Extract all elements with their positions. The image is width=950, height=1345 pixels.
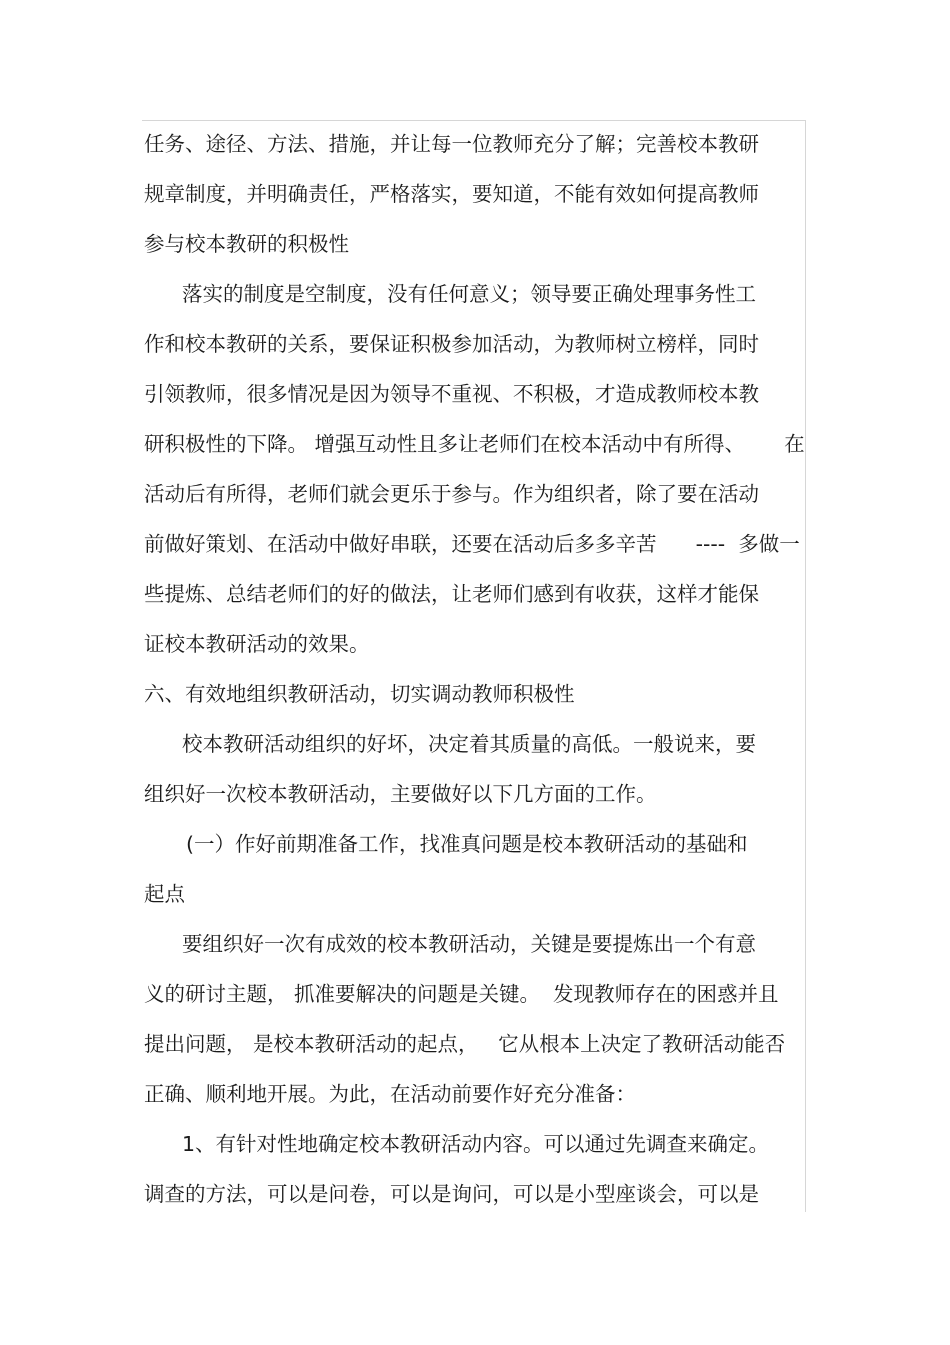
section-heading: 六、有效地组织教研活动，切实调动教师积极性	[144, 682, 575, 706]
paragraph-line: 组织好一次校本教研活动，主要做好以下几方面的工作。	[144, 782, 657, 806]
paragraph-line: 提出问题， 是校本教研活动的起点， 它从根本上决定了教研活动能否	[144, 1032, 786, 1056]
paragraph-line: 活动后有所得，老师们就会更乐于参与。作为组织者，除了要在活动	[144, 482, 759, 506]
paragraph-line: 正确、顺利地开展。为此，在活动前要作好充分准备：	[144, 1082, 636, 1106]
paragraph-line: 落实的制度是空制度，没有任何意义；领导要正确处理事务性工	[182, 282, 756, 306]
paragraph-line: 校本教研活动组织的好坏，决定着其质量的高低。一般说来，要	[182, 732, 756, 756]
paragraph-line: 1、有针对性地确定校本教研活动内容。可以通过先调查来确定。	[182, 1132, 770, 1156]
subsection-heading: (一）作好前期准备工作，找准真问题是校本教研活动的基础和	[186, 832, 748, 856]
paragraph-line: 调查的方法，可以是问卷，可以是询问，可以是小型座谈会，可以是	[144, 1182, 759, 1206]
paragraph-line: 作和校本教研的关系，要保证积极参加活动，为教师树立榜样，同时	[144, 332, 759, 356]
paragraph-line: 前做好策划、在活动中做好串联，还要在活动后多多辛苦 ---- 多做一	[144, 532, 800, 556]
paragraph-line: 要组织好一次有成效的校本教研活动，关键是要提炼出一个有意	[182, 932, 756, 956]
paragraph-line: 任务、途径、方法、措施，并让每一位教师充分了解；完善校本教研	[144, 132, 759, 156]
paragraph-line: 参与校本教研的积极性	[144, 232, 349, 256]
paragraph-line: 研积极性的下降。 增强互动性且多让老师们在校本活动中有所得、 在	[144, 432, 805, 456]
paragraph-line: 证校本教研活动的效果。	[144, 632, 370, 656]
paragraph-line: 义的研讨主题， 抓准要解决的问题是关键。 发现教师存在的困惑并且	[144, 982, 779, 1006]
paragraph-line: 引领教师，很多情况是因为领导不重视、不积极，才造成教师校本教	[144, 382, 759, 406]
subsection-heading: 起点	[144, 882, 185, 906]
paragraph-line: 些提炼、总结老师们的好的做法，让老师们感到有收获，这样才能保	[144, 582, 759, 606]
paragraph-line: 规章制度，并明确责任，严格落实，要知道，不能有效如何提高教师	[144, 182, 759, 206]
